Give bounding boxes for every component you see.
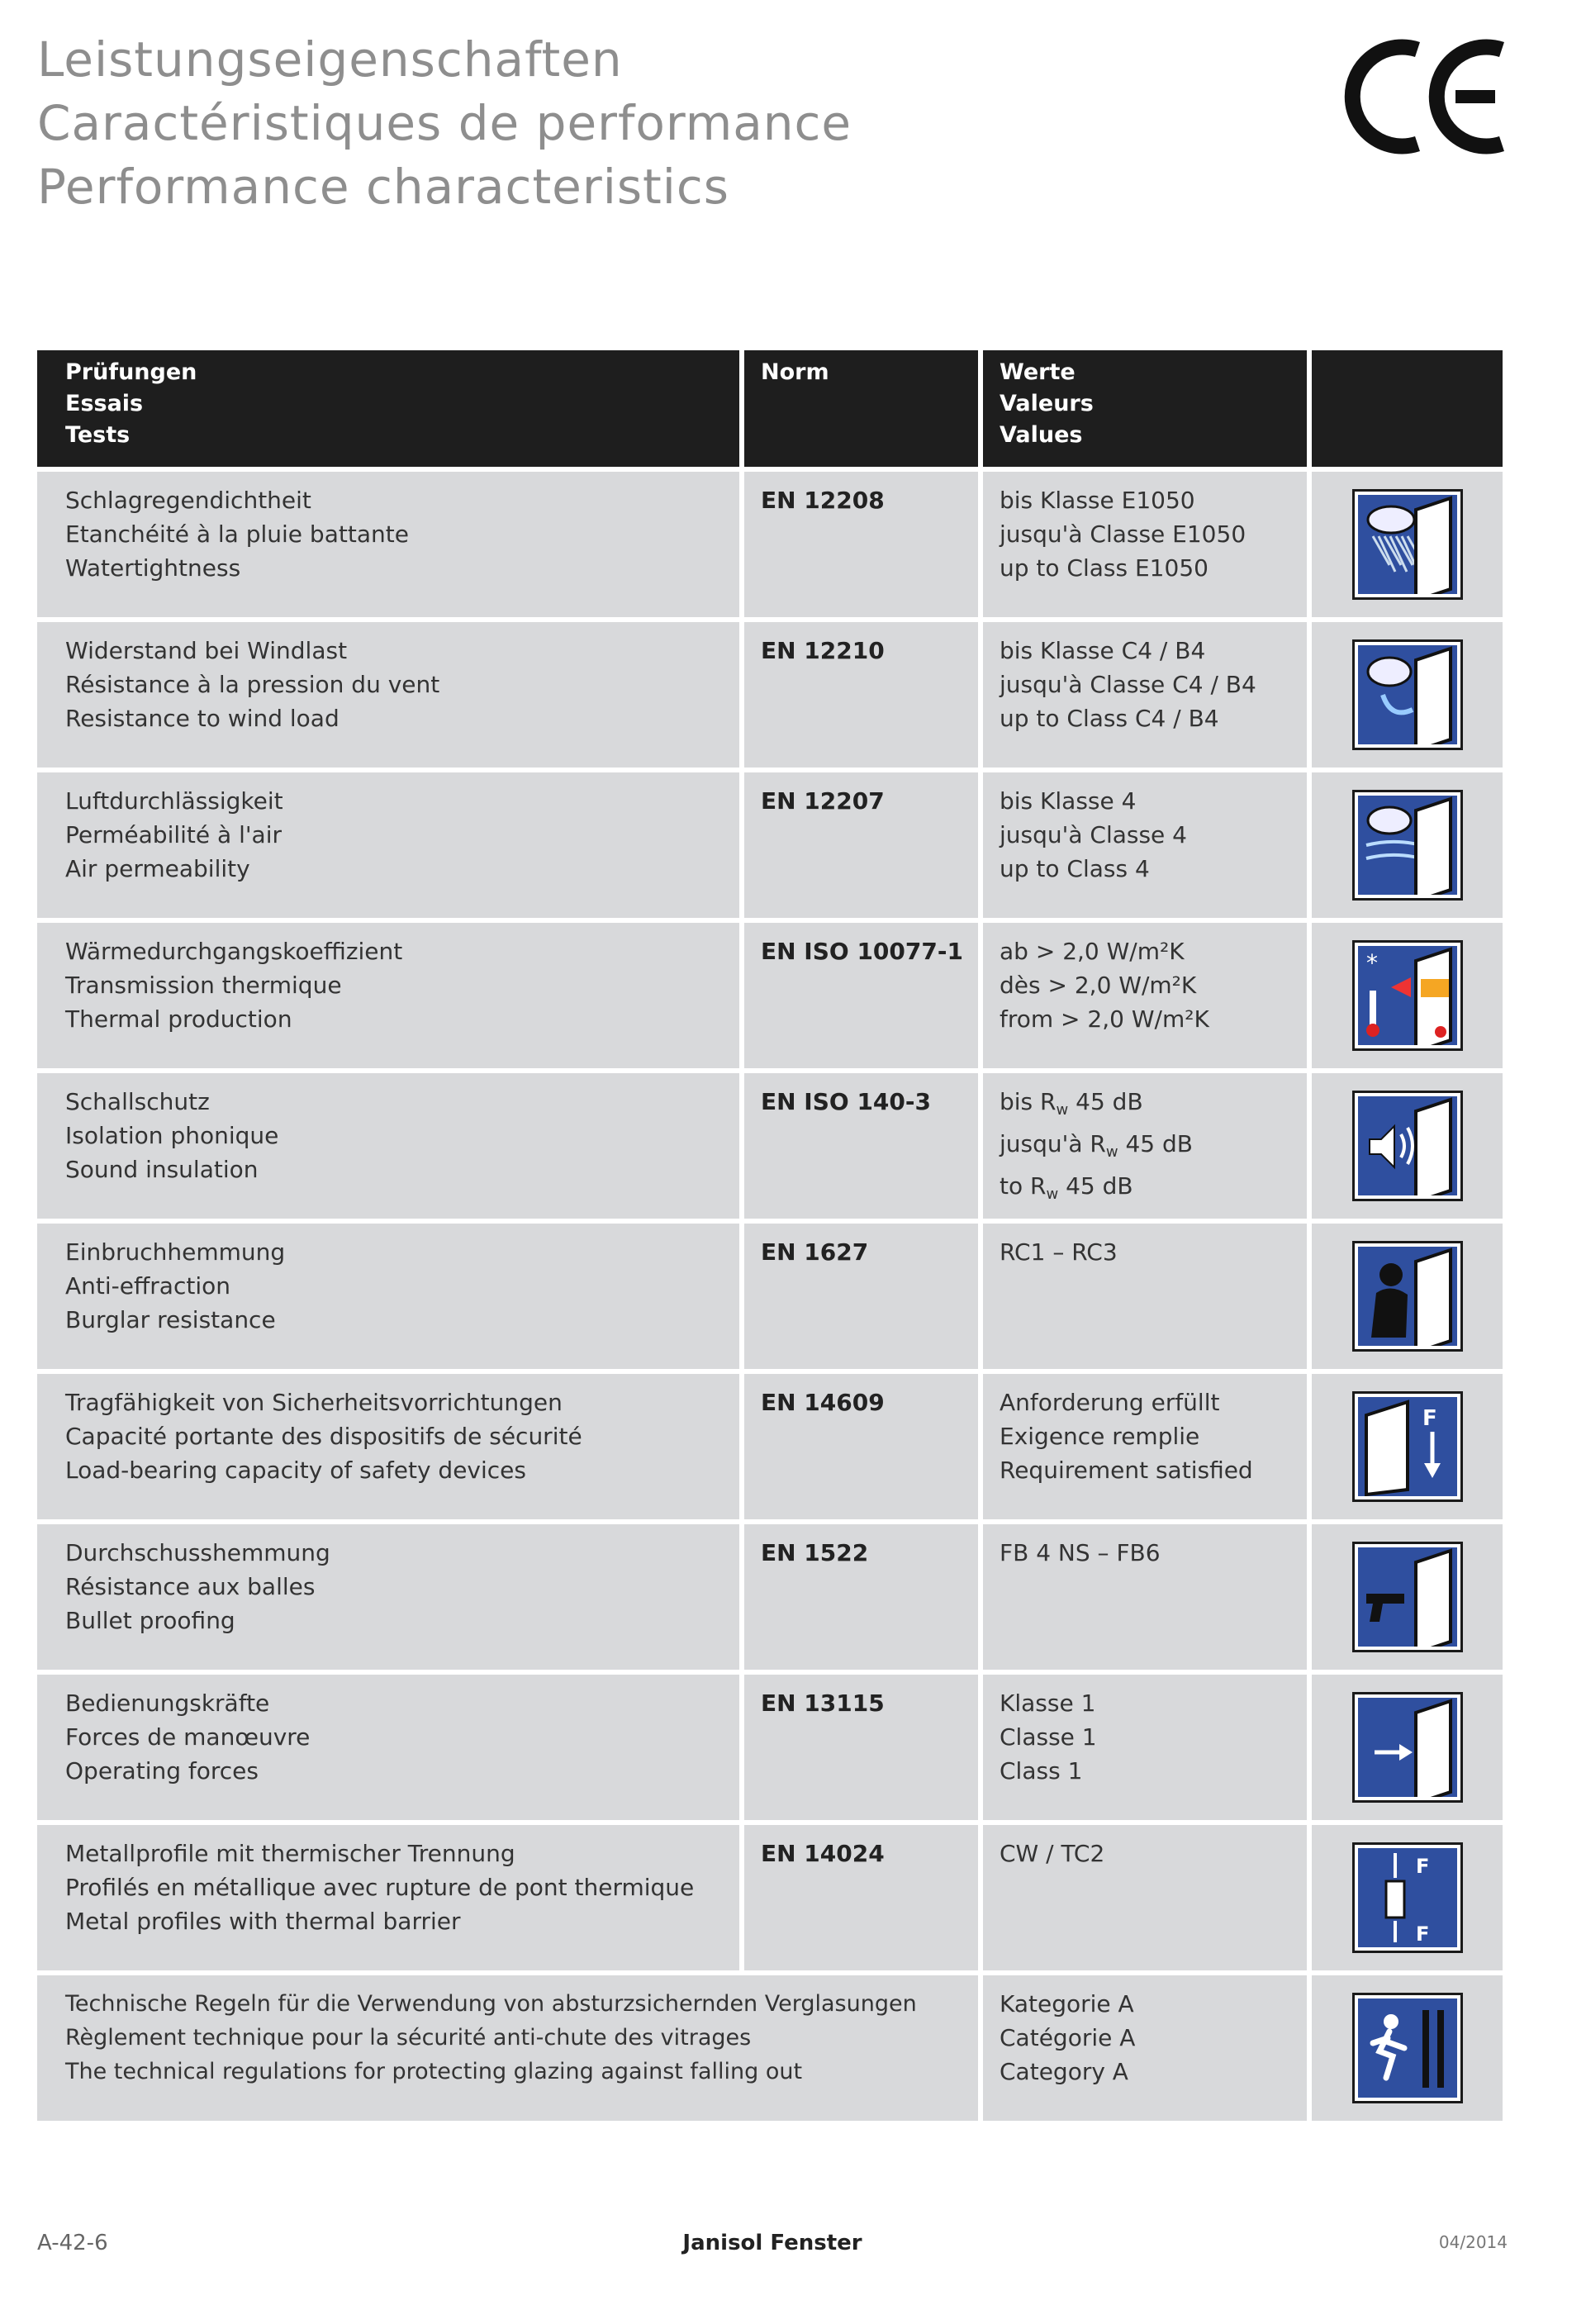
test-values: FB 4 NS – FB6 [983,1524,1307,1670]
test-values: bis Klasse E1050 jusqu'à Classe E1050 up to Class E1050 [983,472,1307,617]
test-name: Tragfähigkeit von Sicherheitsvorrichtungen Capacité portante des dispositifs de sécurité Load-bearing capacity of safety devices [37,1374,739,1519]
table-row [37,1524,1508,1670]
thermal-icon [1352,940,1463,1051]
watertightness-icon [1352,489,1463,600]
icon-cell [1312,1374,1503,1519]
icon-cell [1312,472,1503,617]
header-values: Werte Valeurs Values [983,350,1307,467]
test-name: Schallschutz Isolation phonique Sound insulation [37,1073,739,1219]
header-tests: Prüfungen Essais Tests [37,350,739,467]
title-french: Caractéristiques de performance [37,95,852,151]
test-name: Luftdurchlässigkeit Perméabilité à l'air Air permeability [37,772,739,918]
table-row [37,622,1508,768]
table-row [37,472,1508,617]
table-row [37,1224,1508,1369]
header-icon [1312,350,1503,467]
norm-value: EN 12208 [744,472,978,617]
test-values: CW / TC2 [983,1825,1307,1970]
norm-value: EN 12207 [744,772,978,918]
title-german: Leistungseigenschaften [37,31,623,88]
norm-value: EN 14024 [744,1825,978,1970]
bullet-proofing-icon [1352,1542,1463,1652]
norm-value: EN 14609 [744,1374,978,1519]
page-footer [37,2231,1508,2264]
operating-forces-icon [1352,1692,1463,1803]
svg-text:F: F [1415,1855,1429,1878]
table-row [37,772,1508,918]
table-row [37,1825,1508,1970]
svg-text:F: F [1422,1406,1437,1431]
table-header [37,350,1508,467]
icon-cell [1312,1675,1503,1820]
icon-cell [1312,1825,1503,1970]
ce-mark-icon [1340,35,1509,159]
norm-value: EN 12210 [744,622,978,768]
norm-value: EN 1522 [744,1524,978,1670]
norm-value: EN ISO 10077-1 [744,923,978,1068]
icon-cell [1312,772,1503,918]
table-row [37,923,1508,1068]
page-title [37,28,852,219]
test-name: Durchschusshemmung Résistance aux balles Bullet proofing [37,1524,739,1670]
test-name: Wärmedurchgangskoeffizient Transmission thermique Thermal production [37,923,739,1068]
test-name: Technische Regeln für die Verwendung von absturzsichernden Verglasungen Règlement technique pour la sécurité anti-chute des vitrages The technical regulations for protecting glazing against falling out [37,1975,978,2121]
norm-value: EN 13115 [744,1675,978,1820]
icon-cell [1312,1224,1503,1369]
svg-text:F: F [1415,1922,1429,1946]
thermal-barrier-icon [1352,1842,1463,1953]
header-norm: Norm [744,350,978,467]
test-values: Klasse 1 Classe 1 Class 1 [983,1675,1307,1820]
test-name: Schlagregendichtheit Etanchéité à la pluie battante Watertightness [37,472,739,617]
icon-cell [1312,622,1503,768]
icon-cell [1312,1975,1503,2121]
table-row [37,1374,1508,1519]
footer-date: 04/2014 [1438,2232,1508,2252]
test-name: Metallprofile mit thermischer Trennung Profilés en métallique avec rupture de pont thermique Metal profiles with thermal barrier [37,1825,739,1970]
test-name: Einbruchhemmung Anti-effraction Burglar resistance [37,1224,739,1369]
test-values: bis Klasse C4 / B4 jusqu'à Classe C4 / B4 up to Class C4 / B4 [983,622,1307,768]
title-english: Performance characteristics [37,159,730,215]
icon-cell [1312,923,1503,1068]
table-row [37,1975,1508,2121]
test-values: Kategorie A Catégorie A Category A [983,1975,1307,2121]
test-values: RC1 – RC3 [983,1224,1307,1369]
footer-product: Janisol Fenster [682,2231,862,2255]
icon-cell [1312,1524,1503,1670]
svg-text:*: * [1365,949,1378,977]
norm-value: EN 1627 [744,1224,978,1369]
load-bearing-icon [1352,1391,1463,1502]
burglar-icon [1352,1241,1463,1352]
test-values: Anforderung erfüllt Exigence remplie Requirement satisfied [983,1374,1307,1519]
table-row [37,1675,1508,1820]
wind-load-icon [1352,639,1463,750]
test-name: Bedienungskräfte Forces de manœuvre Operating forces [37,1675,739,1820]
test-values: bis Klasse 4 jusqu'à Classe 4 up to Class 4 [983,772,1307,918]
table-row [37,1073,1508,1219]
sound-insulation-icon [1352,1091,1463,1201]
icon-cell [1312,1073,1503,1219]
page-number: A-42-6 [37,2231,108,2255]
test-name: Widerstand bei Windlast Résistance à la pression du vent Resistance to wind load [37,622,739,768]
air-permeability-icon [1352,790,1463,901]
performance-table [37,350,1508,2126]
norm-value: EN ISO 140-3 [744,1073,978,1219]
fall-protection-icon [1352,1993,1463,2103]
test-values: bis $R_w$ 45 dB jusqu'à $R_w$ 45 dB to $R_w$ 45 dB [983,1073,1307,1219]
test-values: ab > 2,0 W/m²K dès > 2,0 W/m²K from > 2,0 W/m²K [983,923,1307,1068]
